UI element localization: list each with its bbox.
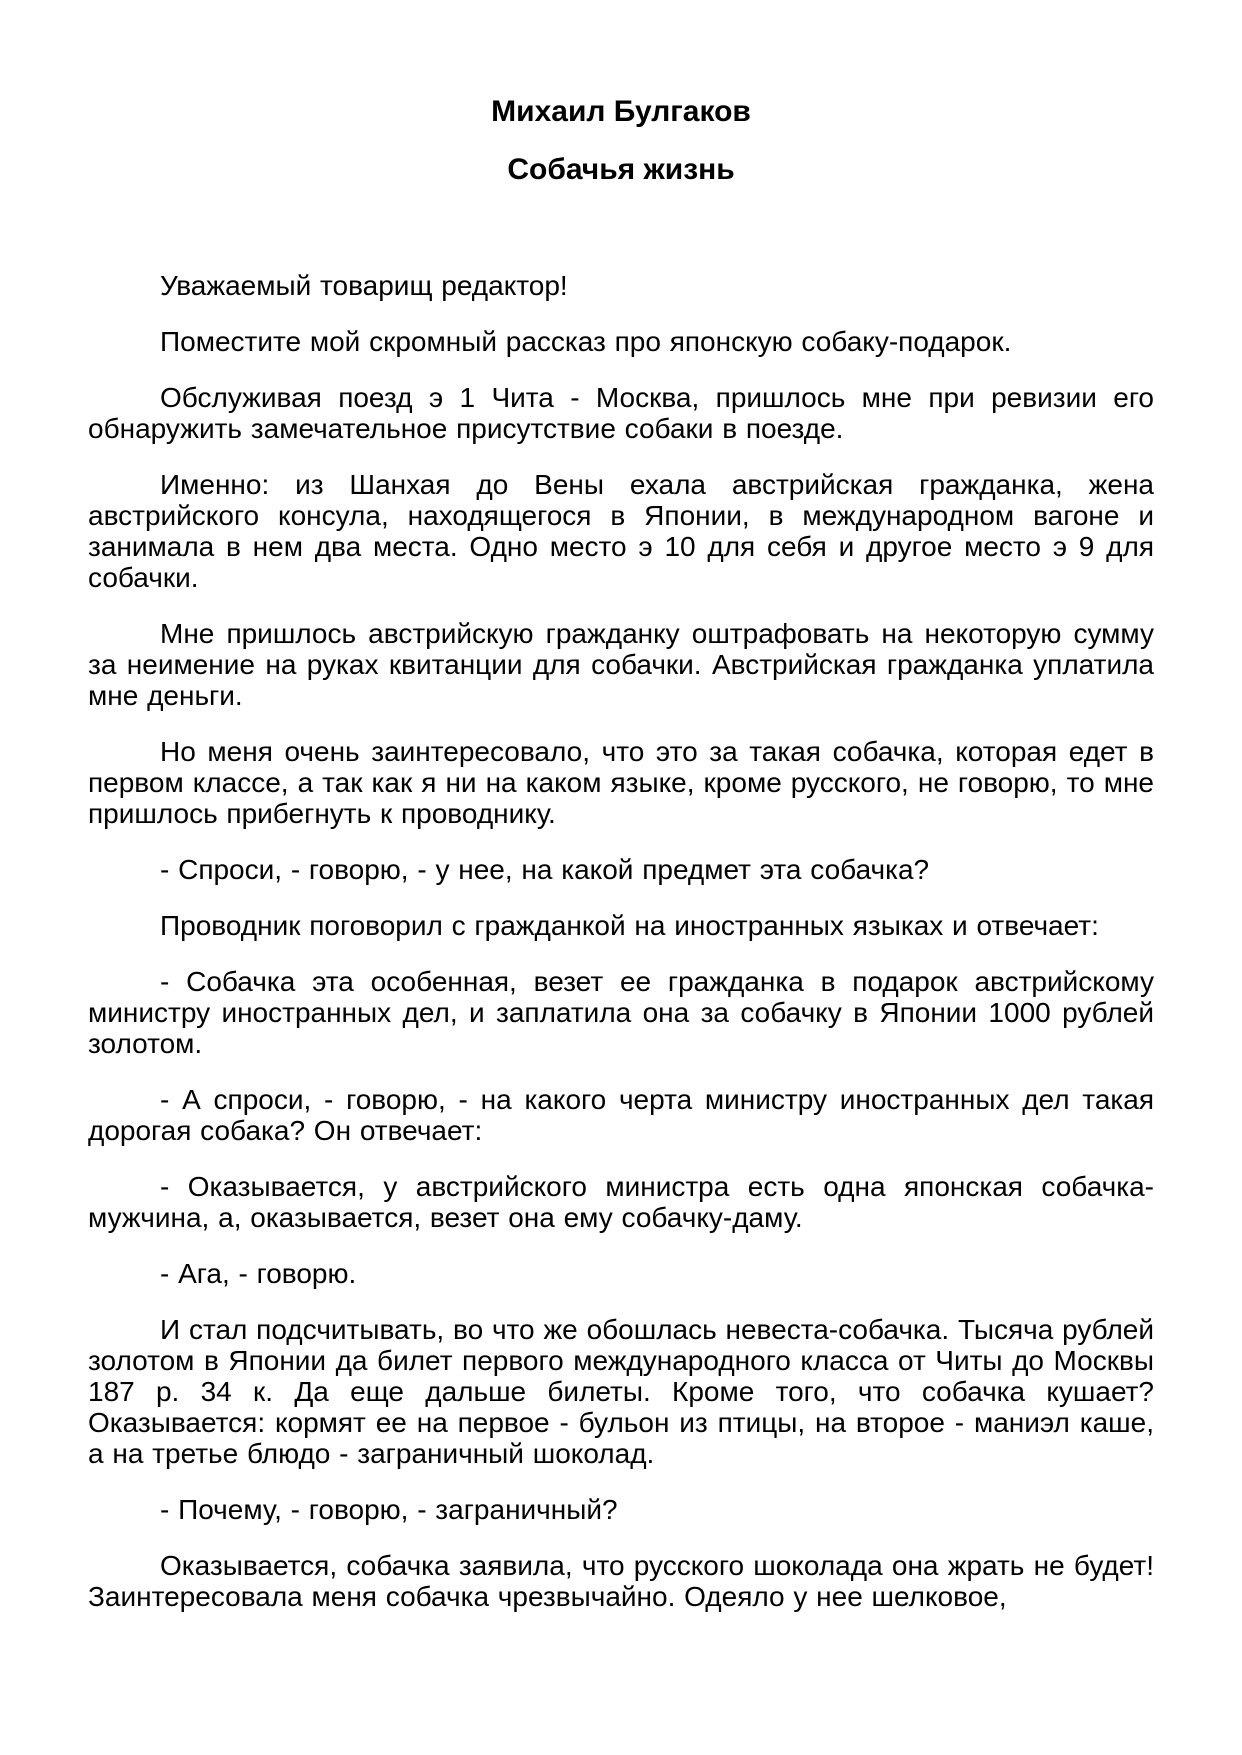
paragraph: И стал подсчитывать, во что же обошлась невеста-собачка. Тысяча рублей золотом в Японии да билет первого международного класса от Читы до Москвы 187 р. 34 к. Да еще дальше билеты. Кроме того, что собачка кушает? Оказывается: кормят ее на первое - бульон из птицы, на второе - маниэл каше, а на третье блюдо - заграничный шоколад.	[88, 1314, 1154, 1469]
paragraph: - Ага, - говорю.	[160, 1258, 357, 1289]
paragraph: Поместите мой скромный рассказ про японскую собаку-подарок.	[160, 326, 1012, 357]
paragraph: Проводник поговорил с гражданкой на иностранных языках и отвечает:	[160, 910, 1099, 941]
paragraph: - Собачка эта особенная, везет ее гражданка в подарок австрийскому министру иностранных дел, и заплатила она за собачку в Японии 1000 рублей золотом.	[88, 966, 1154, 1059]
paragraph: Обслуживая поезд э 1 Чита - Москва, пришлось мне при ревизии его обнаружить замечательное присутствие собаки в поезде.	[88, 382, 1154, 444]
paragraph: - А спроси, - говорю, - на какого черта министру иностранных дел такая дорогая собака? Он отвечает:	[88, 1084, 1154, 1146]
paragraph: Но меня очень заинтересовало, что это за такая собачка, которая едет в первом классе, а так как я ни на каком языке, кроме русского, не говорю, то мне пришлось прибегнуть к проводнику.	[88, 736, 1154, 829]
paragraph: - Почему, - говорю, - заграничный?	[160, 1494, 618, 1525]
story-title: Собачья жизнь	[507, 153, 735, 186]
story-body	[88, 270, 1154, 1612]
paragraph: - Спроси, - говорю, - у нее, на какой предмет эта собачка?	[160, 854, 930, 885]
author-name: Михаил Булгаков	[491, 95, 751, 128]
paragraph: Мне пришлось австрийскую гражданку оштрафовать на некоторую сумму за неимение на руках квитанции для собачки. Австрийская гражданка уплатила мне деньги.	[88, 618, 1154, 711]
paragraph: Именно: из Шанхая до Вены ехала австрийская гражданка, жена австрийского консула, находящегося в Японии, в международном вагоне и занимала в нем два места. Одно место э 10 для себя и другое место э 9 для собачки.	[88, 469, 1154, 593]
paragraph: - Оказывается, у австрийского министра есть одна японская собачка-мужчина, а, оказывается, везет она ему собачку-даму.	[88, 1171, 1154, 1233]
paragraph: Оказывается, собачка заявила, что русского шоколада она жрать не будет! Заинтересовала меня собачка чрезвычайно. Одеяло у нее шелковое,	[88, 1550, 1154, 1612]
paragraph: Уважаемый товарищ редактор!	[160, 270, 568, 301]
